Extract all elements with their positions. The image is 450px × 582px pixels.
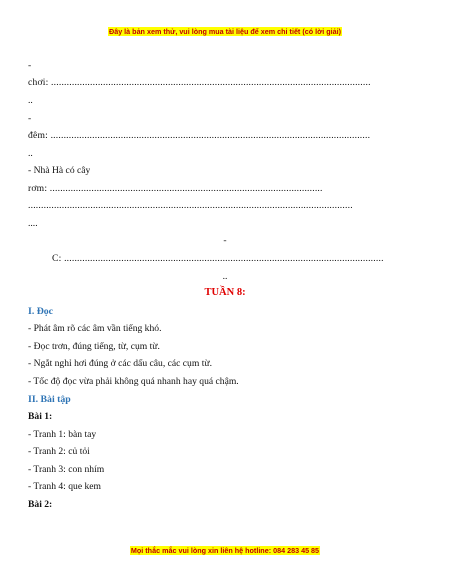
fill-line-dem: đêm: ........................................................................................................................... — [28, 130, 371, 141]
sentence-nha-ha: - Nhà Hà có cây — [28, 165, 91, 176]
exercise-1-item: - Tranh 4: que kem — [28, 481, 102, 492]
exercise-2-title: Bài 2: — [28, 499, 53, 510]
hotline-banner-text: Mọi thắc mắc vui lòng xin liên hệ hotline: 084 283 45 85 — [130, 546, 320, 555]
fill-line-rom: rơm: ......................................................................................................... — [28, 183, 323, 194]
preview-banner — [0, 27, 450, 36]
dots-continuation: .. — [28, 148, 33, 159]
week-title: TUẦN 8: — [204, 287, 246, 298]
reading-item: - Đọc trơn, đúng tiếng, từ, cụm từ. — [28, 341, 160, 352]
dash-line: - — [28, 60, 32, 71]
section-exercises-title: II. Bài tập — [28, 394, 71, 405]
reading-item: - Ngắt nghỉ hơi đúng ở các dấu câu, các cụm từ. — [28, 358, 212, 369]
exercise-1-title: Bài 1: — [28, 411, 53, 422]
dots-continuation-centered: .. — [222, 271, 228, 282]
exercise-1-item: - Tranh 3: con nhím — [28, 464, 105, 475]
dash-line: - — [28, 113, 32, 124]
dash-line-centered: - — [223, 235, 227, 246]
reading-item: - Phát âm rõ các âm vần tiếng khó. — [28, 323, 162, 334]
reading-item: - Tốc độ đọc vừa phải không quá nhanh hay quá chậm. — [28, 376, 239, 387]
exercise-1-item: - Tranh 2: củ tỏi — [28, 446, 90, 457]
dots-continuation: .... — [28, 218, 38, 229]
fill-line-c: C: ........................................................................................................................... — [52, 253, 384, 264]
fill-line-choi: chơi: ........................................................................................................................... — [28, 77, 371, 88]
section-reading-title: I. Đọc — [28, 306, 54, 317]
preview-banner-text: Đây là bản xem thử, vui lòng mua tài liệu để xem chi tiết (có lời giải) — [109, 27, 341, 36]
hotline-banner — [0, 546, 450, 555]
exercise-1-item: - Tranh 1: bàn tay — [28, 429, 97, 440]
dots-continuation: .. — [28, 95, 33, 106]
fill-line-long: ............................................................................................................................. — [28, 200, 353, 211]
